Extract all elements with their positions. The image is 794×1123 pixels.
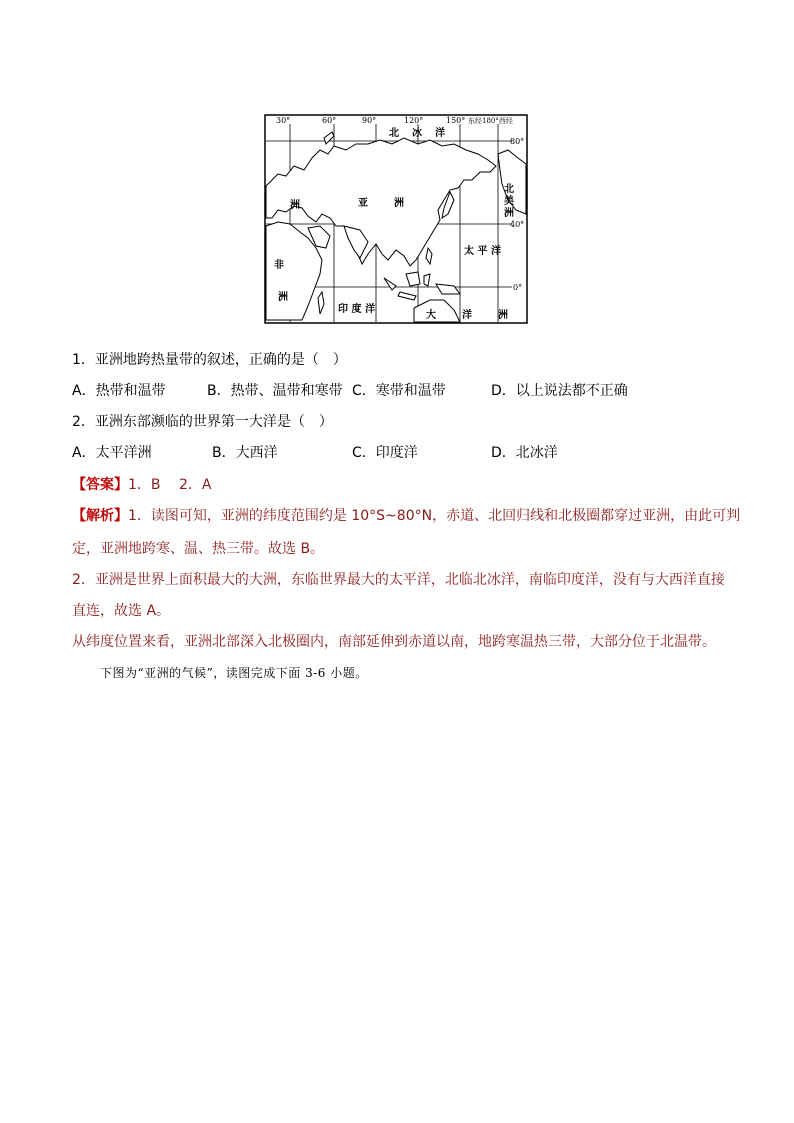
answer-text: 1．B 2．A xyxy=(128,477,212,493)
label-arctic-bei: 北 xyxy=(389,128,399,139)
question-1-stem: 1．亚洲地跨热量带的叙述，正确的是（ ） xyxy=(72,352,347,368)
question-2-option-c: C．印度洋 xyxy=(352,445,418,461)
analysis-line-2: 定，亚洲地跨寒、温、热三带。故选 B。 xyxy=(72,541,325,557)
analysis-line-5: 从纬度位置来看，亚洲北部深入北极圈内，南部延伸到赤道以南，地跨寒温热三带，大部分位于北温带。 xyxy=(72,634,716,650)
lat-label-80: 80° xyxy=(510,137,525,146)
label-na-mei: 美 xyxy=(504,196,514,207)
question-1-option-c: C．寒带和温带 xyxy=(352,383,446,399)
answer-tag: 【答案】 xyxy=(72,477,128,493)
question-1-option-b: B．热带、温带和寒带 xyxy=(207,383,343,399)
label-na-zhou: 洲 xyxy=(504,208,514,219)
lat-label-40: 40° xyxy=(510,220,525,229)
label-asia-zhou: 洲 xyxy=(394,198,404,209)
label-africa-fei: 非 xyxy=(274,260,284,271)
lon-label-180: 东经180°西经 xyxy=(468,117,513,125)
analysis-line-3: 2．亚洲是世界上面积最大的大洲，东临世界最大的太平洋，北临北冰洋，南临印度洋，没有与大西洋直接 xyxy=(72,572,725,588)
label-africa-zhou: 洲 xyxy=(278,292,288,303)
question-1-option-a: A．热带和温带 xyxy=(72,383,166,399)
question-2-option-a: A．太平洋洲 xyxy=(72,445,152,461)
analysis-tag: 【解析】 xyxy=(72,508,128,524)
answer-line xyxy=(72,475,211,495)
label-ocean-yang: 洋 xyxy=(462,310,472,321)
lon-label-120: 120° xyxy=(404,116,424,125)
label-indian: 印 度 洋 xyxy=(338,304,375,315)
analysis-line-4: 直连，故选 A。 xyxy=(72,603,171,619)
next-questions-intro: 下图为“亚洲的气候”，读图完成下面 3-6 小题。 xyxy=(100,666,368,680)
question-2-option-d: D．北冰洋 xyxy=(491,445,558,461)
label-asia-ya: 亚 xyxy=(358,198,368,209)
label-europe-zhou: 洲 xyxy=(290,200,300,211)
lon-label-30: 30° xyxy=(276,116,291,125)
question-1-option-d: D．以上说法都不正确 xyxy=(491,383,628,399)
label-ocean-da: 大 xyxy=(426,310,436,321)
asia-map-figure xyxy=(264,114,528,324)
lon-label-60: 60° xyxy=(322,116,337,125)
lat-label-0: 0° xyxy=(513,283,523,292)
asia-map xyxy=(264,114,528,324)
lon-label-150: 150° xyxy=(446,116,466,125)
label-na-bei: 北 xyxy=(504,184,514,195)
analysis-line-1 xyxy=(72,506,740,526)
question-2-stem: 2．亚洲东部濒临的世界第一大洋是（ ） xyxy=(72,414,333,430)
question-2-option-b: B．大西洋 xyxy=(212,445,278,461)
label-ocean-zhou: 洲 xyxy=(498,310,508,321)
lon-label-90: 90° xyxy=(362,116,377,125)
analysis-text-1: 1．读图可知，亚洲的纬度范围约是 10°S~80°N，赤道、北回归线和北极圈都穿过亚洲，由此可判 xyxy=(128,508,741,524)
label-arctic-yang: 洋 xyxy=(435,128,445,139)
label-arctic-bing: 冰 xyxy=(412,128,422,139)
label-pacific: 太 平 洋 xyxy=(464,246,501,257)
